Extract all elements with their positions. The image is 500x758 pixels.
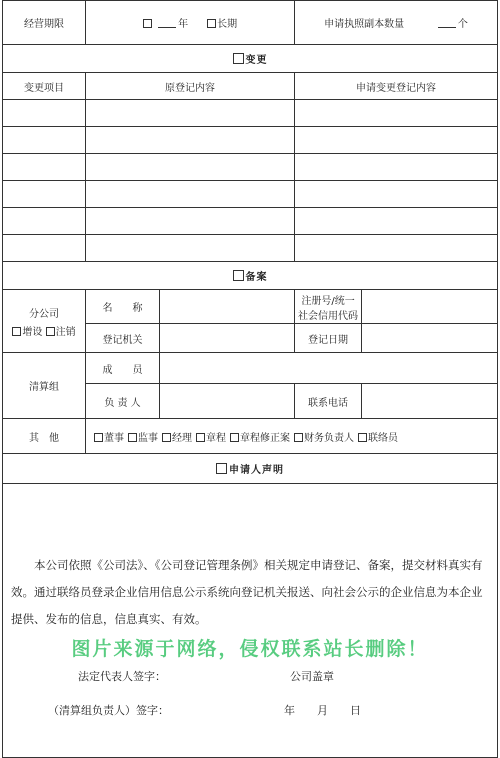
members-label: 成 员 — [86, 353, 160, 384]
other-option-checkbox[interactable] — [162, 433, 171, 442]
other-option-4[interactable] — [230, 433, 290, 444]
copies-suffix: 个 — [457, 19, 468, 30]
other-option-label: 董事 — [104, 432, 124, 444]
term-year-suffix: 年 — [178, 19, 189, 30]
term-years-blank[interactable] — [158, 18, 176, 28]
declaration-body — [3, 484, 498, 758]
change-row — [3, 181, 498, 208]
term-long-checkbox[interactable] — [207, 19, 216, 28]
change-header-row — [3, 73, 498, 100]
other-option-checkbox[interactable] — [230, 433, 239, 442]
term-label: 经营期限 — [3, 1, 86, 45]
reg-date-field[interactable] — [362, 324, 498, 353]
other-option-label: 财务负责人 — [304, 432, 354, 444]
filing-section-header — [3, 262, 498, 290]
col-original-content: 原登记内容 — [86, 73, 295, 100]
watermark: 图片来源于网络，侵权联系站长删除！ — [71, 638, 429, 660]
copies-label: 申请执照副本数量 — [324, 19, 405, 30]
term-long-label: 长期 — [217, 19, 238, 30]
other-option-checkbox[interactable] — [128, 433, 137, 442]
term-options — [86, 1, 295, 45]
other-options — [86, 419, 498, 454]
change-checkbox[interactable] — [233, 53, 244, 64]
other-option-label: 章程修正案 — [240, 432, 290, 444]
filing-checkbox[interactable] — [233, 270, 244, 281]
change-row — [3, 154, 498, 181]
change-row — [3, 235, 498, 262]
branch-cancel-label: 注销 — [55, 326, 76, 338]
declaration-text: 本公司依照《公司法》、《公司登记管理条例》相关规定申请登记、备案，提交材料真实有效。通过联络员登录企业信用信息公示系统向登记机关报送、向社会公示的企业信息为本企业提供、发布的信息，信息真实、有效。 — [11, 558, 483, 626]
liquidation-label: 清算组 — [3, 353, 86, 419]
reg-no-label: 注册号/统一 社会信用代码 — [295, 290, 362, 324]
other-option-1[interactable] — [128, 433, 158, 444]
change-row — [3, 127, 498, 154]
col-change-item: 变更项目 — [3, 73, 86, 100]
col-new-content: 申请变更登记内容 — [295, 73, 498, 100]
other-option-label: 联络员 — [368, 432, 398, 444]
copies-blank[interactable] — [438, 18, 456, 28]
branch-name-field[interactable] — [160, 290, 295, 324]
term-row — [3, 1, 498, 45]
term-years-checkbox[interactable] — [143, 19, 152, 28]
other-option-3[interactable] — [196, 433, 226, 444]
legal-rep-sign-label: 法定代表人签字： — [78, 670, 166, 683]
leader-label: 负 责 人 — [86, 384, 160, 419]
other-option-6[interactable] — [358, 433, 398, 444]
registration-form — [2, 0, 498, 758]
reg-authority-field[interactable] — [160, 324, 295, 353]
branch-cancel-checkbox[interactable] — [46, 327, 55, 336]
liquidation-sign-label: （清算组负责人）签字： — [48, 704, 169, 717]
other-option-0[interactable] — [94, 433, 124, 444]
change-row — [3, 208, 498, 235]
other-option-checkbox[interactable] — [196, 433, 205, 442]
declaration-title: 申请人声明 — [229, 465, 285, 476]
other-option-5[interactable] — [294, 433, 354, 444]
branch-cell — [3, 290, 86, 353]
other-option-checkbox[interactable] — [294, 433, 303, 442]
leader-field[interactable] — [160, 384, 295, 419]
other-option-label: 监事 — [138, 432, 158, 444]
phone-field[interactable] — [362, 384, 498, 419]
declaration-header — [3, 454, 498, 484]
copies-cell — [295, 1, 498, 45]
company-seal-label: 公司盖章 — [290, 670, 334, 683]
branch-name-label: 名 称 — [86, 290, 160, 324]
other-label: 其 他 — [3, 419, 86, 454]
other-option-checkbox[interactable] — [94, 433, 103, 442]
phone-label: 联系电话 — [295, 384, 362, 419]
branch-add-label: 增设 — [22, 326, 43, 338]
reg-no-field[interactable] — [362, 290, 498, 324]
branch-add-checkbox[interactable] — [12, 327, 21, 336]
members-field[interactable] — [160, 353, 498, 384]
declaration-checkbox[interactable] — [216, 463, 227, 474]
reg-authority-label: 登记机关 — [86, 324, 160, 353]
change-title: 变更 — [245, 55, 268, 66]
date-label: 年 月 日 — [284, 704, 361, 717]
change-section-header — [3, 45, 498, 73]
change-row — [3, 100, 498, 127]
filing-title: 备案 — [245, 272, 268, 283]
other-option-label: 经理 — [172, 432, 192, 444]
reg-date-label: 登记日期 — [295, 324, 362, 353]
other-option-label: 章程 — [206, 432, 226, 444]
other-option-checkbox[interactable] — [358, 433, 367, 442]
other-option-2[interactable] — [162, 433, 192, 444]
branch-label: 分公司 — [29, 308, 59, 320]
